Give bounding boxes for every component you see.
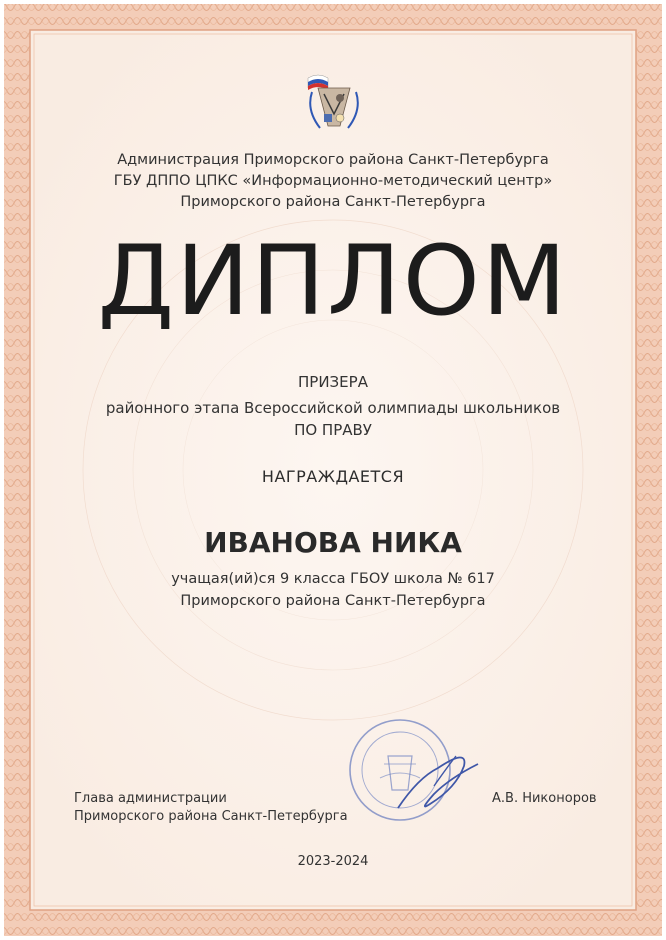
organization-line-1: Администрация Приморского района Санкт-Петербурга bbox=[117, 152, 549, 168]
diploma-title: ДИПЛОМ bbox=[97, 225, 569, 337]
signatory-position-line-2: Приморского района Санкт-Петербурга bbox=[74, 809, 348, 824]
organization-line-3: Приморского района Санкт-Петербурга bbox=[180, 194, 486, 210]
official-seal-icon bbox=[338, 708, 488, 828]
olympiad-emblem-icon bbox=[294, 70, 374, 134]
award-subject: ПО ПРАВУ bbox=[294, 421, 372, 439]
signatory-name: А.В. Никоноров bbox=[492, 791, 597, 806]
award-rank: ПРИЗЕРА bbox=[298, 373, 368, 391]
academic-years: 2023-2024 bbox=[297, 854, 369, 869]
organization-line-2: ГБУ ДППО ЦПКС «Информационно-методический центр» bbox=[113, 173, 553, 189]
award-event: районного этапа Всероссийской олимпиады школьников bbox=[105, 399, 561, 417]
recipient-info-line-1: учащая(ий)ся 9 класса ГБОУ школа № 617 bbox=[171, 571, 495, 587]
recipient-info-line-2: Приморского района Санкт-Петербурга bbox=[180, 593, 486, 609]
awarded-label: НАГРАЖДАЕТСЯ bbox=[261, 467, 405, 486]
signatory-position-line-1: Глава администрации bbox=[74, 791, 227, 806]
recipient-name: ИВАНОВА НИКА bbox=[204, 526, 462, 559]
